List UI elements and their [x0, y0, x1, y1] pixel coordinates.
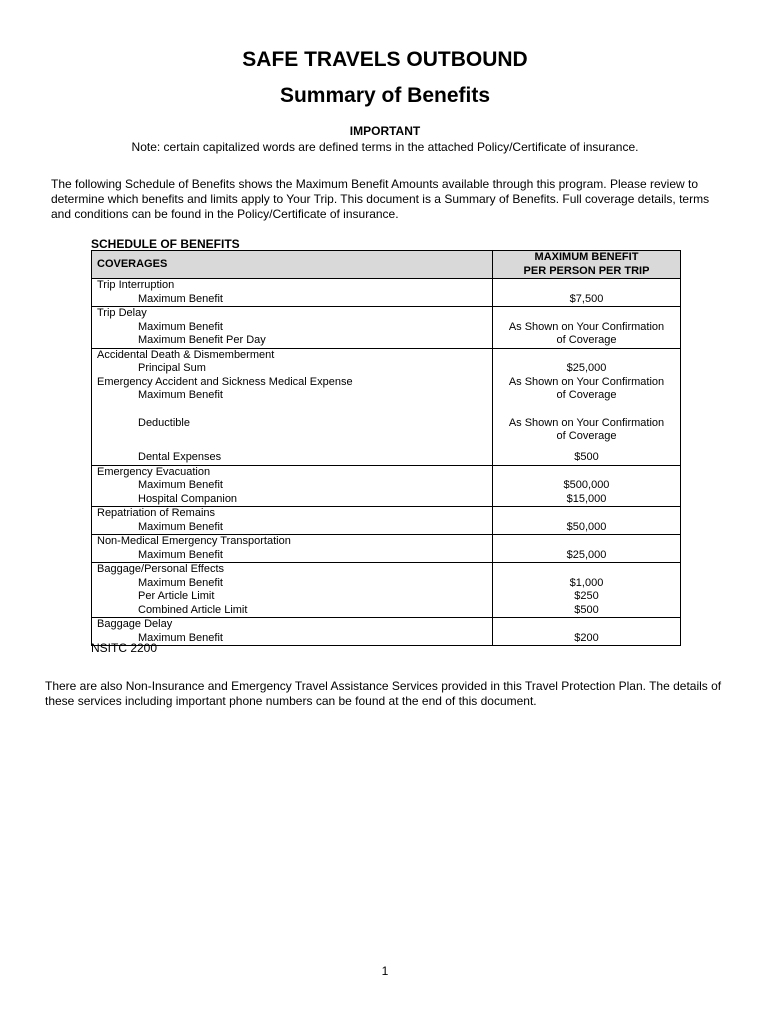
- coverage-name: Trip Interruption: [97, 279, 175, 291]
- benefits-table: [91, 250, 681, 646]
- max-benefit-header: [493, 251, 681, 279]
- coverage-cell: [92, 535, 493, 563]
- page-number: 1: [381, 964, 389, 978]
- coverage-subitem: Maximum Benefit: [138, 292, 223, 305]
- amount-value: $7,500: [569, 292, 604, 305]
- table-row: [92, 279, 681, 307]
- coverage-subitem: Maximum Benefit: [138, 576, 223, 589]
- amount-value: $250: [574, 590, 599, 602]
- amount-value: of Coverage: [556, 334, 617, 346]
- table-row: [92, 348, 681, 465]
- coverage-name: Repatriation of Remains: [97, 507, 216, 519]
- amount-cell: [493, 535, 681, 563]
- amount-cell: [493, 279, 681, 307]
- coverage-subitem: Maximum Benefit: [138, 479, 223, 491]
- coverage-name: Emergency Evacuation: [97, 465, 211, 478]
- amount-value: $25,000: [566, 548, 607, 561]
- amount-value: $25,000: [566, 362, 607, 374]
- coverages-header: COVERAGES: [92, 251, 493, 279]
- coverage-subitem: Maximum Benefit Per Day: [138, 334, 266, 346]
- max-benefit-header-line2: PER PERSON PER TRIP: [523, 264, 650, 277]
- form-code: NSITC 2200: [91, 641, 158, 655]
- amount-value: $50,000: [566, 520, 607, 533]
- intro-paragraph: The following Schedule of Benefits shows the Maximum Benefit Amounts available through this program. Please review to determine which benefits and limits apply to Your Trip. This document is a Summary of Benefits. Full coverage details, terms and conditions can be found in the Policy/Certificate of insurance.: [51, 177, 710, 221]
- coverage-subitem: Maximum Benefit: [138, 548, 223, 561]
- amount-value: $500,000: [563, 479, 610, 491]
- table-row: [92, 535, 681, 563]
- amount-cell: [493, 465, 681, 507]
- coverage-subitem: Maximum Benefit: [138, 389, 223, 401]
- coverage-subitem: Combined Article Limit: [138, 603, 248, 616]
- amount-value: $500: [574, 450, 599, 463]
- footer-paragraph: There are also Non-Insurance and Emergency Travel Assistance Services provided in this Travel Protection Plan. The details of these services including important phone numbers can be found at the end of this document.: [45, 679, 722, 708]
- coverage-subitem: Deductible: [138, 416, 190, 429]
- amount-value: of Coverage: [556, 389, 617, 401]
- important-note: Note: certain capitalized words are defined terms in the attached Policy/Certificate of insurance.: [131, 140, 639, 154]
- table-row: [92, 465, 681, 507]
- amount-value: As Shown on Your Confirmation: [508, 375, 665, 388]
- coverage-cell: [92, 465, 493, 507]
- coverage-name: Accidental Death & Dismemberment: [97, 348, 275, 361]
- coverage-subitem: Maximum Benefit: [138, 631, 223, 644]
- table-header-row: [92, 251, 681, 279]
- coverage-subitem: Maximum Benefit: [138, 320, 223, 333]
- table-row: [92, 507, 681, 535]
- coverage-cell: [92, 348, 493, 465]
- coverage-cell: [92, 279, 493, 307]
- amount-value: As Shown on Your Confirmation: [508, 320, 665, 333]
- coverage-subitem: Dental Expenses: [138, 451, 222, 463]
- important-heading: IMPORTANT: [349, 124, 421, 138]
- amount-value: $1,000: [569, 576, 604, 589]
- document-subtitle: Summary of Benefits: [279, 84, 491, 107]
- coverage-cell: [92, 507, 493, 535]
- coverage-name: Trip Delay: [97, 307, 147, 319]
- coverage-subitem: Hospital Companion: [138, 492, 238, 505]
- amount-value: $500: [574, 603, 599, 616]
- amount-value: $200: [574, 631, 599, 644]
- coverage-subitem: Maximum Benefit: [138, 520, 223, 533]
- coverage-name: Non-Medical Emergency Transportation: [97, 535, 291, 547]
- amount-cell: [493, 563, 681, 618]
- amount-cell: [493, 507, 681, 535]
- amount-value: As Shown on Your Confirmation: [508, 416, 665, 429]
- table-row: [92, 563, 681, 618]
- schedule-heading: SCHEDULE OF BENEFITS: [91, 237, 240, 251]
- coverage-cell: [92, 307, 493, 349]
- max-benefit-header-line1: MAXIMUM BENEFIT: [534, 251, 639, 263]
- coverage-name: Baggage Delay: [97, 618, 173, 630]
- coverage-name: Emergency Accident and Sickness Medical Expense: [97, 375, 353, 388]
- amount-cell: [493, 307, 681, 349]
- amount-value: $15,000: [566, 492, 607, 505]
- table-row: [92, 307, 681, 349]
- coverage-name: Baggage/Personal Effects: [97, 563, 224, 575]
- coverage-subitem: Per Article Limit: [138, 590, 215, 602]
- amount-cell: [493, 618, 681, 646]
- coverage-cell: [92, 563, 493, 618]
- document-title: SAFE TRAVELS OUTBOUND: [242, 48, 528, 71]
- coverage-subitem: Principal Sum: [138, 362, 206, 374]
- amount-value: of Coverage: [556, 430, 617, 442]
- table-row: [92, 618, 681, 646]
- amount-cell: [493, 348, 681, 465]
